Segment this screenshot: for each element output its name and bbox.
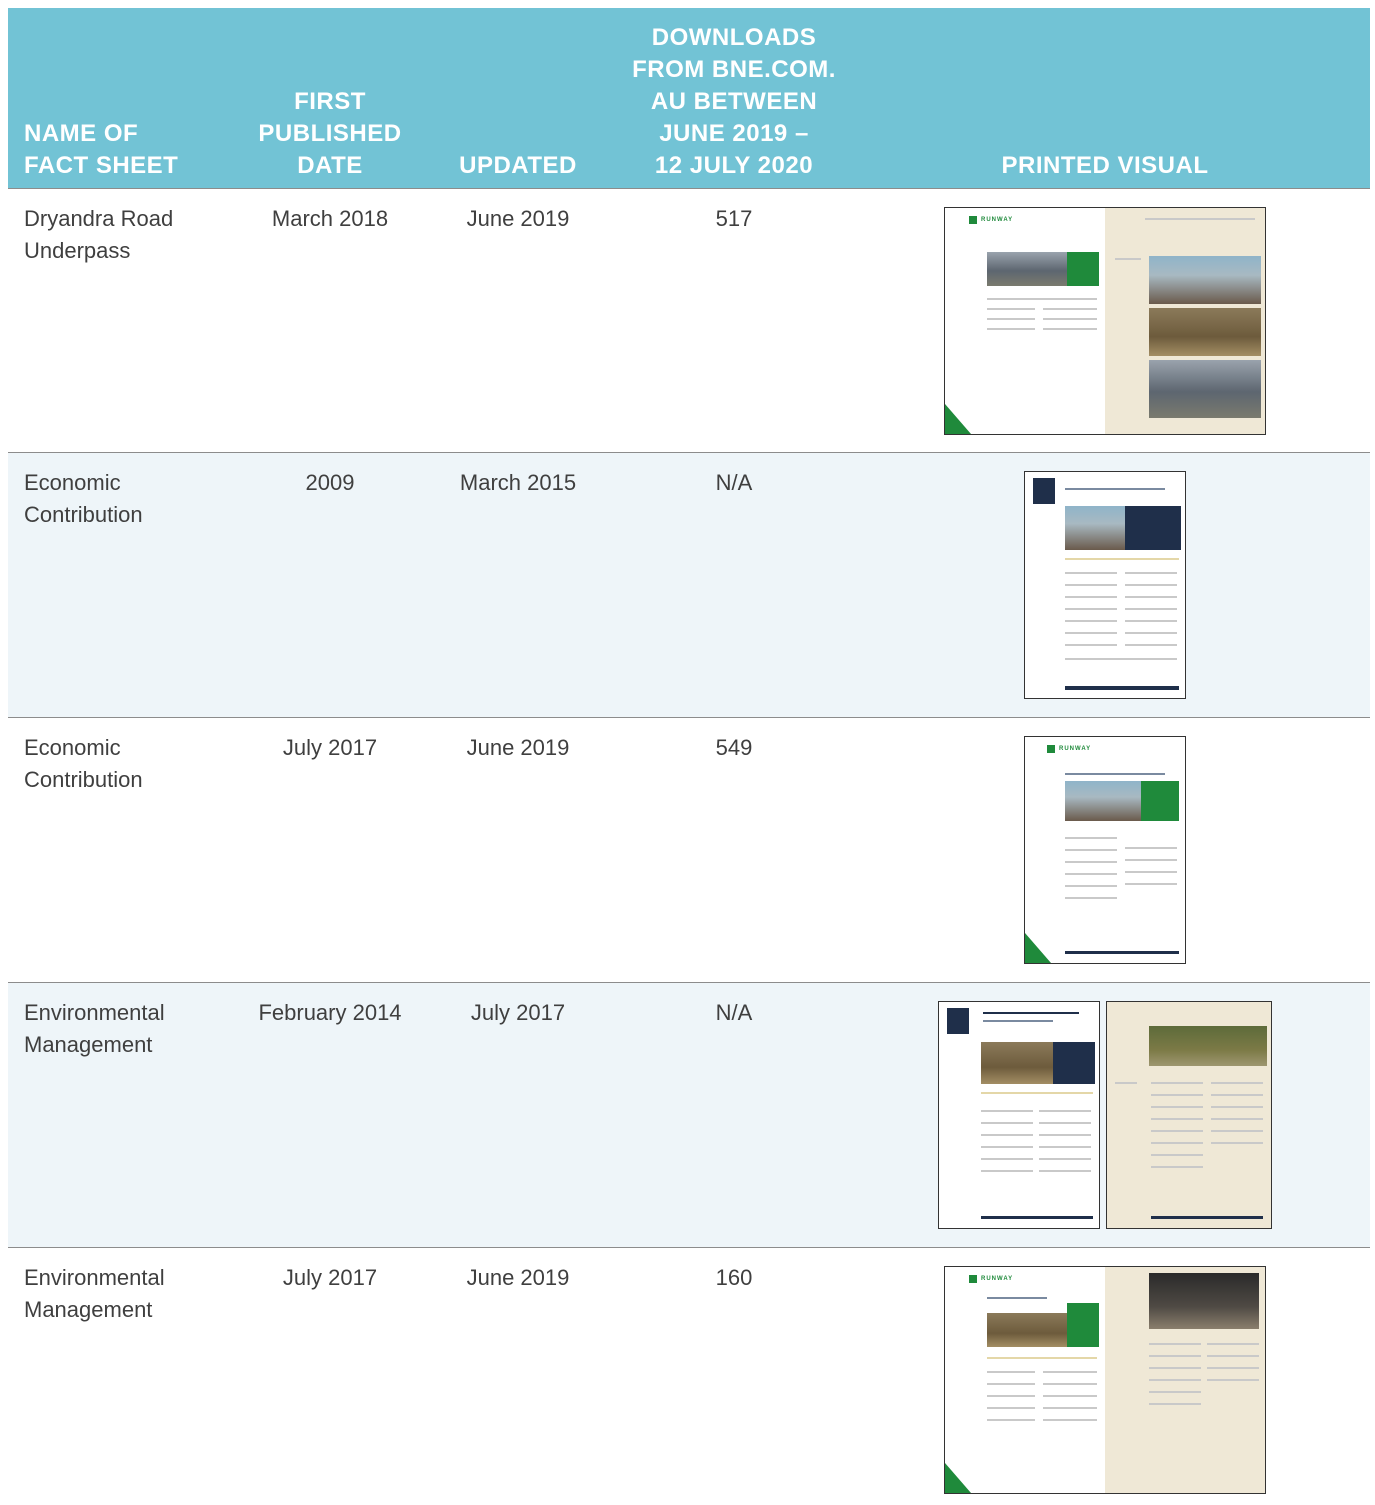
updated-date: June 2019: [466, 206, 570, 231]
runway-logo-icon: [969, 1275, 977, 1283]
header-downloads: DOWNLOADS FROM BNE.COM. AU BETWEEN JUNE 2019 – 12 JULY 2020: [632, 24, 836, 179]
table-row: [8, 982, 1370, 1247]
first-published-date: February 2014: [258, 1000, 402, 1025]
fact-sheet-name: Economic Contribution: [24, 470, 143, 527]
first-published-date: July 2017: [282, 735, 378, 760]
downloads-count: N/A: [715, 1000, 753, 1025]
printed-visual-thumbnail: [1024, 471, 1186, 699]
brisbane-airport-logo-icon: [1033, 478, 1055, 504]
header-name: NAME OF FACT SHEET: [24, 120, 179, 179]
fact-sheet-name: Economic Contribution: [24, 735, 143, 792]
brisbane-airport-logo-icon: [947, 1008, 969, 1034]
green-corner-icon: [945, 1463, 971, 1493]
first-published-date: 2009: [305, 470, 355, 495]
downloads-count: 517: [715, 206, 753, 231]
green-corner-icon: [945, 404, 971, 434]
table-header: [8, 8, 1370, 188]
first-published-date: July 2017: [282, 1265, 378, 1290]
fact-sheet-name: Environmental Management: [24, 1265, 165, 1322]
fact-sheet-name: Environmental Management: [24, 1000, 165, 1057]
header-updated: UPDATED: [459, 152, 577, 179]
updated-date: March 2015: [459, 470, 577, 495]
table-row: [8, 188, 1370, 452]
fact-sheet-table: [8, 8, 1370, 1322]
table-row: [8, 1247, 1370, 1505]
table-row: [8, 452, 1370, 717]
runway-logo-icon: [969, 216, 977, 224]
downloads-count: 549: [715, 735, 753, 760]
downloads-count: N/A: [715, 470, 753, 495]
printed-visual-thumbnail: RUNWAY: [944, 1266, 1266, 1494]
header-printed-visual: PRINTED VISUAL: [1001, 152, 1209, 179]
updated-date: July 2017: [470, 1000, 566, 1025]
table-row: [8, 717, 1370, 982]
printed-visual-thumbnail: [938, 1001, 1100, 1229]
fact-sheet-name: Dryandra Road Underpass: [24, 206, 174, 263]
downloads-count: 160: [715, 1265, 753, 1290]
updated-date: June 2019: [466, 1265, 570, 1290]
printed-visual-thumbnail: RUNWAY: [1024, 736, 1186, 964]
runway-logo-icon: [1047, 745, 1055, 753]
printed-visual-thumbnail: [1106, 1001, 1272, 1229]
first-published-date: March 2018: [271, 206, 389, 231]
header-first-published: FIRST PUBLISHED DATE: [258, 88, 402, 179]
updated-date: June 2019: [466, 735, 570, 760]
printed-visual-thumbnail: RUNWAY: [944, 207, 1266, 435]
green-corner-icon: [1025, 933, 1051, 963]
